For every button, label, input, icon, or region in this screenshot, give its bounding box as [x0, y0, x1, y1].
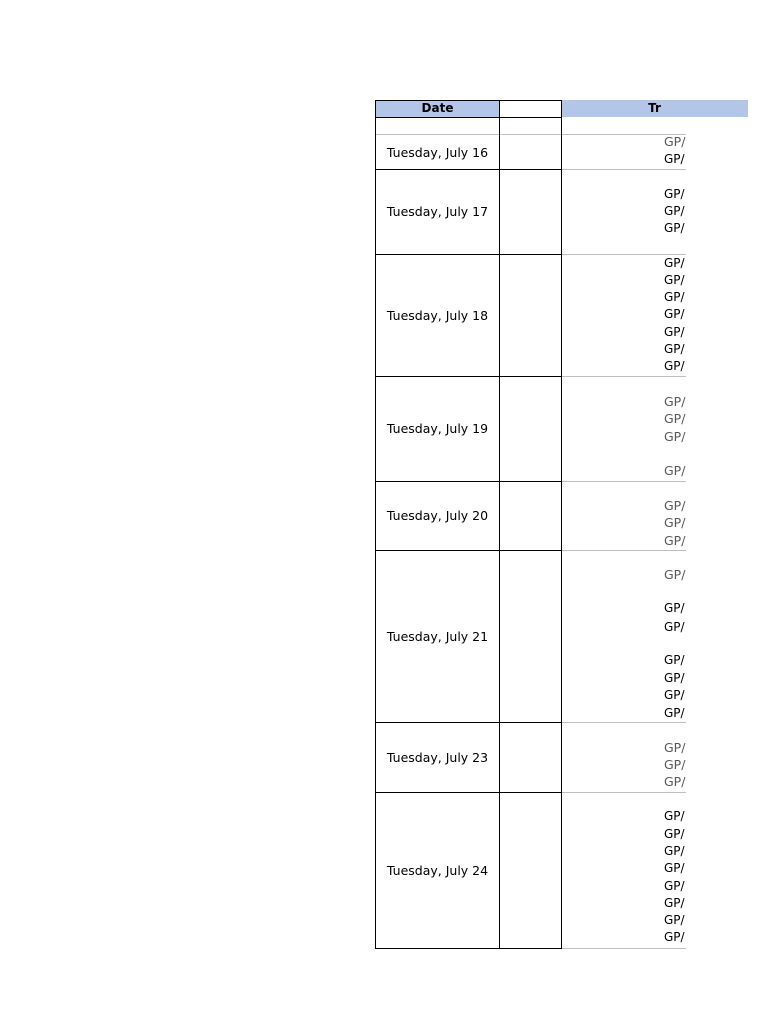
entry-text: GP/ — [664, 204, 685, 218]
entry-text: GP/ — [664, 844, 685, 858]
date-cell: Tuesday, July 18 — [386, 307, 489, 323]
date-cell: Tuesday, July 23 — [386, 749, 489, 765]
header-top-border — [375, 100, 562, 101]
entry-text: GP/ — [664, 653, 685, 667]
entry-text: GP/ — [664, 620, 685, 634]
entry-text: GP/ — [664, 879, 685, 893]
entry-text: GP/ — [664, 861, 685, 875]
entry-text: GP/ — [664, 307, 685, 321]
entry-text: GP/ — [664, 671, 685, 685]
row-group-border — [375, 948, 562, 949]
row-group-border-right — [562, 169, 686, 170]
row-group-border-right — [562, 792, 686, 793]
entry-text: GP/ — [664, 134, 686, 149]
date-cell: Tuesday, July 17 — [386, 204, 489, 219]
date-cell: Tuesday, July 20 — [386, 508, 489, 523]
entry-text: GP/ — [664, 342, 685, 356]
header-bottom-border — [375, 117, 562, 118]
entry-text: GP/ — [664, 896, 685, 910]
entry-text: GP/ — [664, 740, 686, 755]
entry-text: GP/ — [664, 827, 685, 841]
date-cell: Tuesday, July 19 — [386, 421, 489, 436]
row-group-border-right — [562, 550, 686, 551]
entry-text: GP/ — [664, 359, 685, 373]
entry-text: GP/ — [664, 498, 686, 513]
column-border-date — [499, 100, 500, 949]
entry-text: GP/ — [664, 152, 685, 166]
entry-text: GP/ — [664, 757, 686, 772]
entry-text: GP/ — [664, 463, 686, 478]
entry-text: GP/ — [664, 273, 685, 287]
entry-text: GP/ — [664, 930, 685, 944]
header-blank — [500, 100, 561, 117]
entry-text: GP/ — [664, 187, 685, 201]
entry-text: GP/ — [664, 601, 685, 615]
column-border-blank — [561, 100, 562, 949]
entry-text: GP/ — [664, 913, 685, 927]
entry-text: GP/ — [664, 429, 686, 444]
entry-text: GP/ — [664, 567, 686, 582]
entry-text: GP/ — [664, 706, 685, 720]
entry-text: GP/ — [664, 325, 685, 339]
row-group-border-right — [562, 481, 686, 482]
entry-text: GP/ — [664, 394, 686, 409]
date-cell: Tuesday, July 16 — [386, 144, 489, 160]
entry-text: GP/ — [664, 533, 686, 548]
entry-text: GP/ — [664, 256, 685, 270]
date-cell: Tuesday, July 24 — [386, 862, 489, 878]
row-group-border-right — [562, 722, 686, 723]
entry-text: GP/ — [664, 290, 685, 304]
entry-text: GP/ — [664, 221, 685, 235]
entry-text: GP/ — [664, 774, 686, 789]
entry-text: GP/ — [664, 809, 685, 823]
entry-text: GP/ — [664, 688, 685, 702]
header-truncated: Tr — [648, 101, 661, 115]
entry-text: GP/ — [664, 411, 686, 426]
date-cell: Tuesday, July 21 — [386, 628, 489, 644]
row-group-border-right — [562, 948, 686, 949]
row-group-border-right — [562, 376, 686, 377]
entry-text: GP/ — [664, 515, 686, 530]
header-date: Date — [421, 101, 454, 115]
